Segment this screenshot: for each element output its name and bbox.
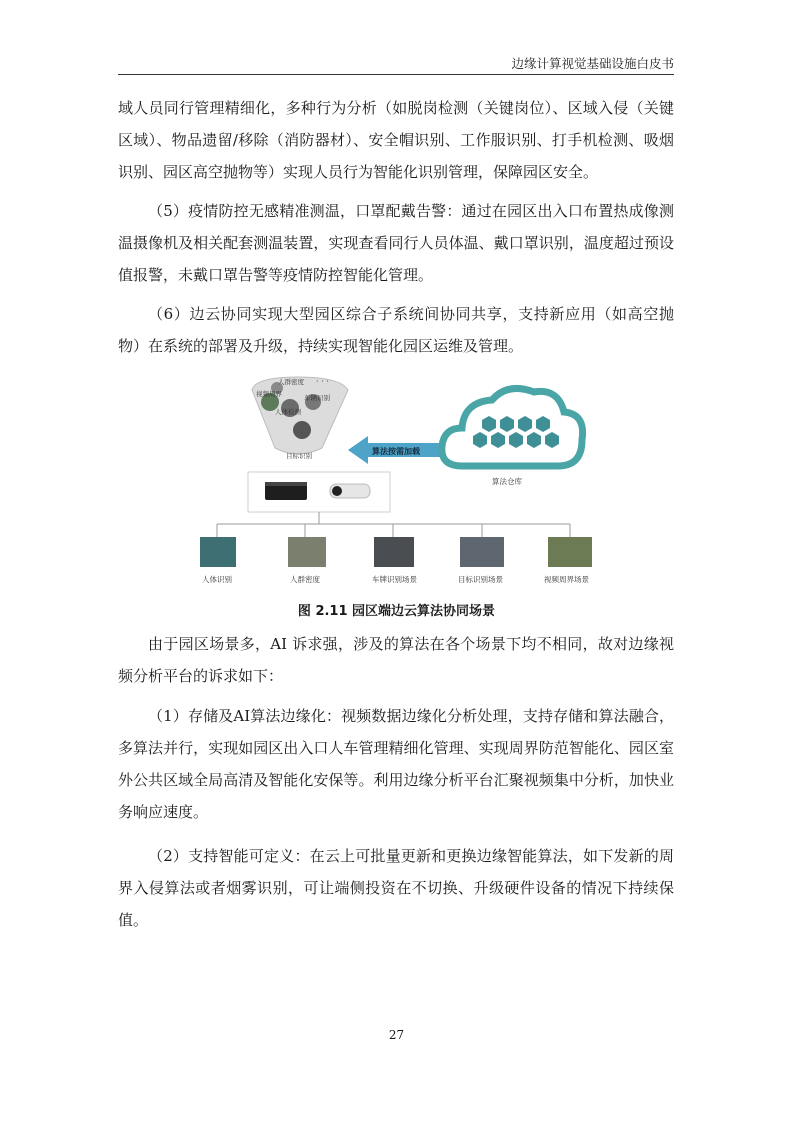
funnel-label-perimeter: 视频周界	[256, 390, 282, 398]
funnel-label-crowd: 人群密度	[278, 378, 304, 386]
paragraph-1: 域人员同行管理精细化，多种行为分析（如脱岗检测（关键岗位）、区域入侵（关键区域）、物品遗留/移除（消防器材）、安全帽识别、工作服识别、打手机检测、吸烟识别、园区高空抛物等）实现人员行为智能化识别管理，保障园区安全。	[118, 99, 674, 181]
page-header	[118, 52, 674, 75]
scene-label-perimeter: 视频周界场景	[544, 575, 589, 584]
algorithm-cloud	[442, 388, 583, 486]
paragraph-4: 由于园区场景多，AI 诉求强，涉及的算法在各个场景下均不相同，故对边缘视频分析平台的诉求如下：	[118, 635, 674, 685]
edge-box-icon	[265, 484, 307, 500]
algorithm-funnel	[252, 377, 348, 460]
funnel-label-target: 目标识别	[286, 452, 312, 460]
connector-lines	[217, 512, 570, 537]
arrow-label: 算法按需加载	[372, 447, 420, 456]
scene-label-target: 目标识别场景	[458, 575, 503, 584]
paragraph-2: （5）疫情防控无感精准测温，口罩配戴告警：通过在园区出入口布置热成像测温摄像机及相关配套测温装置，实现查看同行人员体温、戴口罩识别，温度超过预设值报警，未戴口罩告警等疫情防控智能化管理。	[118, 202, 674, 284]
edge-devices	[248, 472, 390, 512]
figure-caption: 图 2.11 园区端边云算法协同场景	[297, 604, 496, 619]
scene-thumb-human	[200, 537, 236, 567]
scene-thumbnails	[200, 537, 592, 584]
figure-diagram	[190, 372, 610, 594]
cloud-label: 算法仓库	[492, 477, 522, 486]
funnel-thumb-target	[293, 421, 311, 439]
scene-label-crowd: 人群密度	[290, 575, 320, 584]
scene-label-human: 人体识别	[202, 575, 232, 584]
paragraph-3: （6）边云协同实现大型园区综合子系统间协同共享，支持新应用（如高空抛物）在系统的部署及升级，持续实现智能化园区运维及管理。	[118, 305, 674, 355]
scene-thumb-crowd	[288, 537, 326, 567]
scene-thumb-target	[460, 537, 504, 567]
scene-thumb-plate	[374, 537, 414, 567]
header-title: 边缘计算视觉基础设施白皮书	[511, 56, 674, 71]
funnel-label-vehicle: 车辆识别	[304, 394, 330, 402]
paragraph-6: （2）支持智能可定义：在云上可批量更新和更换边缘智能算法，如下发新的周界入侵算法或者烟雾识别，可让端侧投资在不切换、升级硬件设备的情况下持续保值。	[118, 847, 674, 929]
scene-label-plate: 车牌识别场景	[372, 575, 417, 584]
funnel-dots: · · ·	[316, 377, 329, 386]
figure-algorithm-collaboration	[190, 372, 610, 594]
paragraph-5: （1）存储及AI算法边缘化：视频数据边缘化分析处理，支持存储和算法融合，多算法并行，实现如园区出入口人车管理精细化管理、实现周界防范智能化、园区室外公共区域全局高清及智能化安保等。利用边缘分析平台汇聚视频集中分析，加快业务响应速度。	[118, 707, 674, 821]
load-arrow	[348, 436, 442, 464]
page-number: 27	[388, 1028, 405, 1042]
scene-thumb-perimeter	[548, 537, 592, 567]
funnel-label-human: 人体检测	[275, 408, 301, 416]
